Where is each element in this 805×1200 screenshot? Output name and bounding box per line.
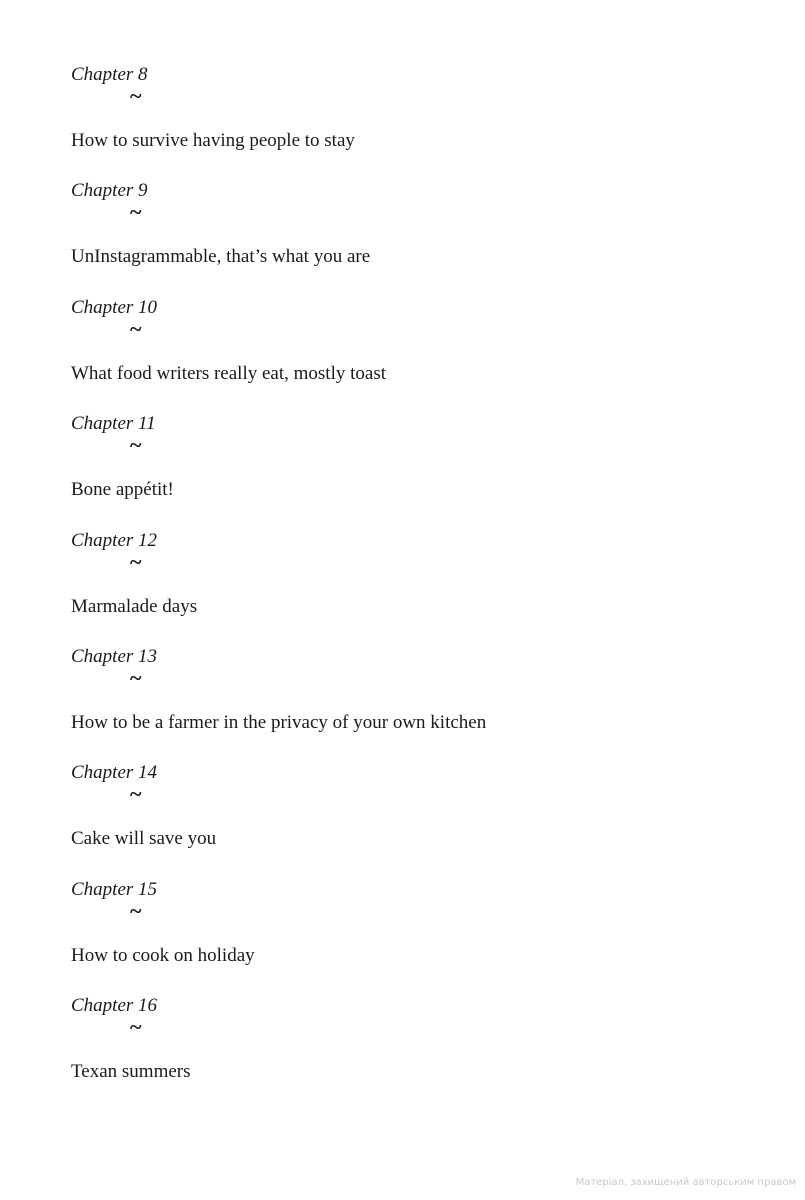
chapter-title: How to survive having people to stay: [71, 130, 355, 151]
tilde-ornament: ~: [130, 1014, 142, 1040]
chapter-label: Chapter 14: [71, 762, 158, 784]
chapter-entry: [71, 62, 751, 178]
chapter-label: Chapter 11: [71, 413, 156, 435]
tilde-ornament: ~: [130, 897, 142, 923]
chapter-entry: [71, 295, 751, 411]
table-of-contents: [71, 62, 751, 1110]
chapter-title: What food writers really eat, mostly toast: [71, 362, 386, 384]
chapter-title: How to be a farmer in the privacy of your own kitchen: [71, 711, 487, 733]
chapter-entry: [71, 760, 751, 876]
chapter-title: Cake will save you: [71, 828, 217, 850]
tilde-ornament: ~: [130, 199, 142, 225]
chapter-label: Chapter 8: [71, 64, 148, 85]
chapter-label: Chapter 10: [71, 296, 158, 318]
chapter-label: Chapter 9: [71, 180, 148, 202]
chapter-title: Texan summers: [71, 1061, 191, 1083]
tilde-ornament: ~: [130, 548, 142, 574]
chapter-title: Marmalade days: [71, 595, 198, 617]
chapter-entry: [71, 178, 751, 294]
copyright-watermark: Матеріал, захищений авторським правом: [575, 1177, 796, 1188]
chapter-title: How to cook on holiday: [71, 944, 255, 966]
tilde-ornament: ~: [130, 315, 142, 341]
chapter-entry: [71, 993, 751, 1109]
chapter-title: Bone appétit!: [71, 479, 174, 501]
tilde-ornament: ~: [130, 781, 142, 807]
chapter-entry: [71, 877, 751, 993]
chapter-title: UnInstagrammable, that’s what you are: [71, 246, 371, 268]
chapter-entry: [71, 411, 751, 527]
chapter-label: Chapter 12: [71, 529, 158, 551]
chapter-label: Chapter 15: [71, 878, 158, 900]
tilde-ornament: ~: [130, 83, 142, 108]
tilde-ornament: ~: [130, 432, 142, 458]
chapter-label: Chapter 13: [71, 645, 158, 667]
chapter-entry: [71, 644, 751, 760]
chapter-label: Chapter 16: [71, 995, 158, 1017]
tilde-ornament: ~: [130, 664, 142, 690]
chapter-entry: [71, 528, 751, 644]
